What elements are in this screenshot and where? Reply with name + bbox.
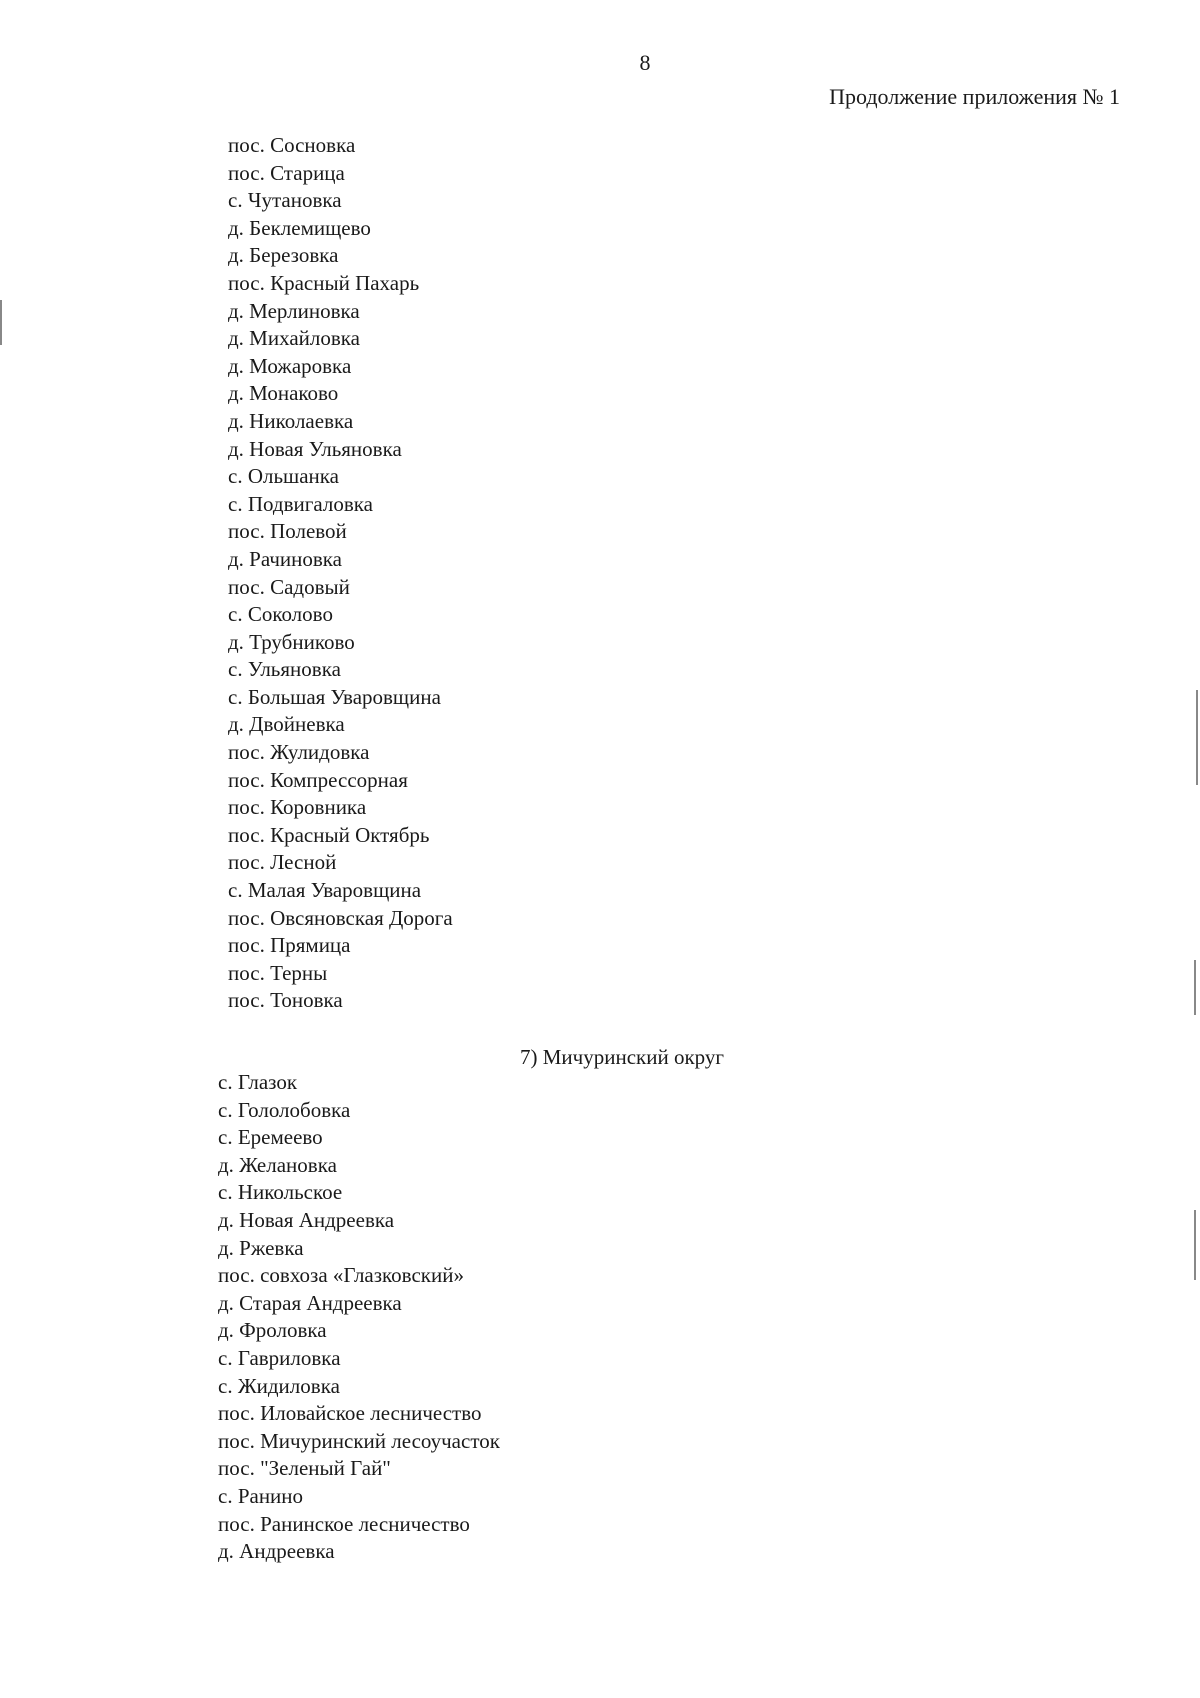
continuation-label: Продолжение приложения № 1 (829, 84, 1120, 109)
settlement-list-continued (228, 132, 453, 1015)
list-item: с. Ульяновка (228, 657, 341, 682)
list-item: пос. Коровника (228, 795, 367, 820)
list-item: пос. Ранинское лесничество (218, 1511, 470, 1536)
list-item: пос. Лесной (228, 850, 337, 875)
scan-edge-mark (1196, 690, 1198, 785)
list-item: д. Можаровка (228, 353, 352, 378)
list-item: д. Березовка (228, 243, 339, 268)
list-item: с. Соколово (228, 602, 333, 627)
list-item: д. Рачиновка (228, 546, 343, 571)
scan-edge-mark (1194, 1210, 1196, 1280)
list-item: с. Чутановка (228, 188, 342, 213)
list-item: пос. Старица (228, 160, 345, 185)
list-item: с. Малая Уваровщина (228, 878, 422, 903)
list-item: пос. Терны (228, 960, 328, 985)
list-item: с. Глазок (218, 1070, 298, 1094)
list-item: пос. Тоновка (228, 988, 343, 1013)
list-item: пос. Мичуринский лесоучасток (218, 1428, 500, 1453)
list-item: с. Никольское (218, 1180, 343, 1205)
list-item: пос. Полевой (228, 519, 347, 544)
list-item: пос. Красный Октябрь (228, 822, 430, 847)
list-item: д. Новая Ульяновка (228, 436, 402, 461)
list-item: пос. совхоза «Глазковский» (218, 1263, 464, 1288)
page-number: 8 (639, 50, 651, 75)
list-item: д. Мерлиновка (228, 298, 360, 323)
list-item: пос. "Зеленый Гай" (218, 1456, 391, 1481)
list-item: д. Желановка (218, 1152, 337, 1177)
list-item: д. Андреевка (218, 1539, 335, 1564)
list-item: д. Монаково (228, 381, 339, 406)
list-item: с. Большая Уваровщина (228, 684, 441, 709)
list-item: д. Старая Андреевка (218, 1290, 402, 1315)
list-item: д. Николаевка (228, 408, 354, 433)
list-item: д. Фроловка (218, 1318, 327, 1343)
list-item: пос. Иловайское лесничество (218, 1401, 482, 1426)
list-item: пос. Садовый (228, 574, 350, 599)
list-item: пос. Компрессорная (228, 767, 408, 792)
list-item: с. Жидиловка (218, 1373, 340, 1398)
list-item: д. Трубниково (228, 629, 355, 654)
list-item: с. Ольшанка (228, 464, 339, 489)
list-item: пос. Прямица (228, 933, 351, 958)
list-item: с. Еремеево (218, 1125, 323, 1150)
list-item: д. Новая Андреевка (218, 1207, 395, 1232)
list-item: д. Беклемищево (228, 215, 371, 240)
settlement-list-michurinsky (218, 1069, 500, 1566)
list-item: пос. Жулидовка (228, 740, 370, 765)
list-item: пос. Овсяновская Дорога (228, 905, 453, 930)
list-item: д. Михайловка (228, 326, 360, 351)
list-item: с. Ранино (218, 1483, 304, 1508)
section-title-michurinsky: 7) Мичуринский округ (520, 1045, 724, 1069)
list-item: с. Гололобовка (218, 1097, 351, 1122)
list-item: пос. Сосновка (228, 133, 356, 157)
scan-edge-mark (0, 300, 2, 345)
list-item: с. Подвигаловка (228, 491, 373, 516)
scan-edge-mark (1194, 960, 1196, 1015)
list-item: с. Гавриловка (218, 1345, 341, 1370)
list-item: д. Двойневка (228, 712, 345, 737)
list-item: пос. Красный Пахарь (228, 270, 420, 295)
list-item: д. Ржевка (218, 1235, 304, 1260)
